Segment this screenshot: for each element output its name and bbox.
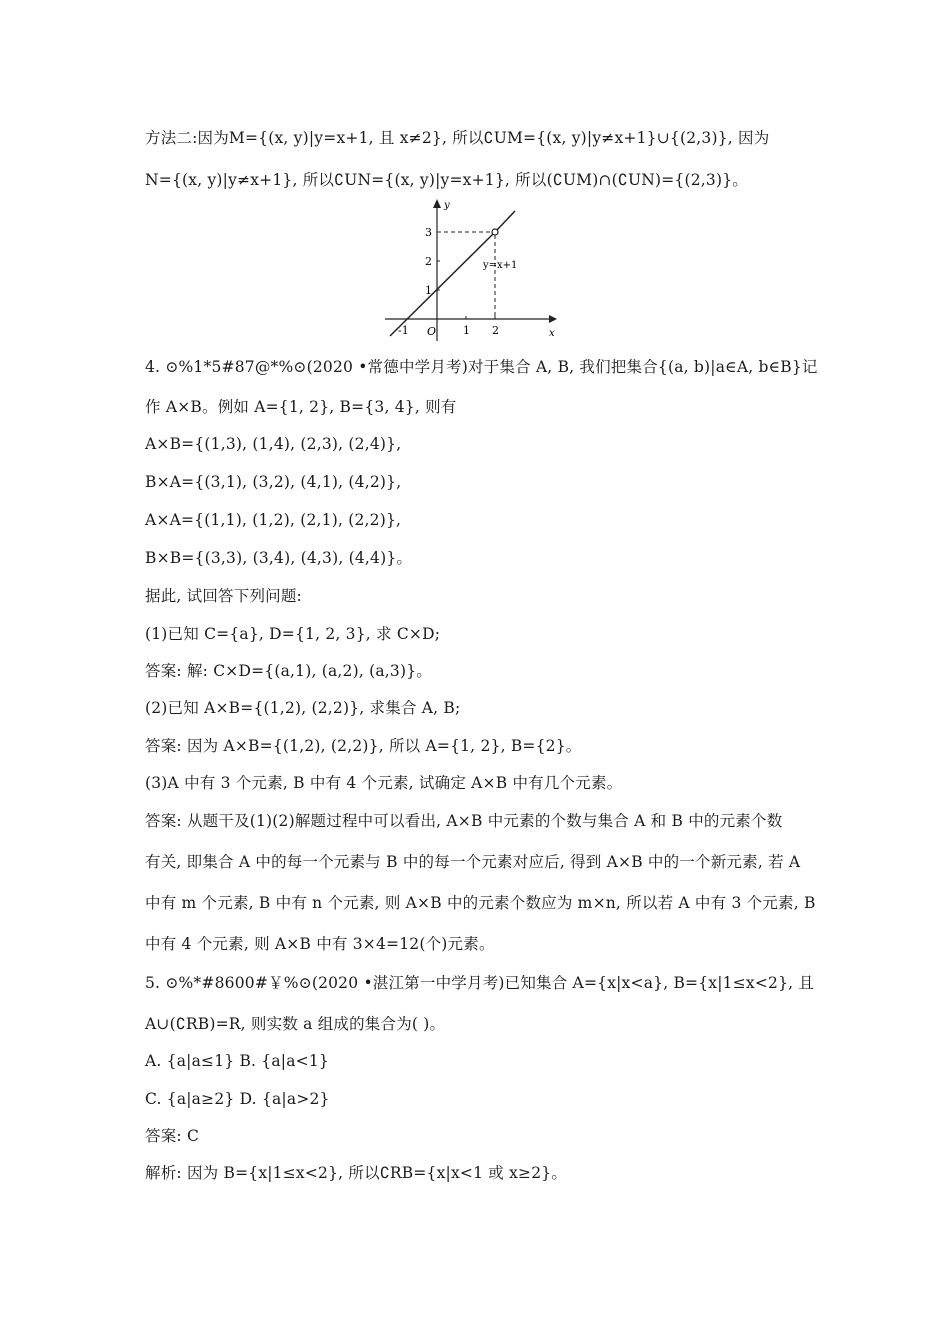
- question-1: (1)已知 C={a}, D={1, 2, 3}, 求 C×D;: [145, 625, 441, 643]
- line-y-equals-x-plus-1: [390, 234, 493, 336]
- y-tick-label: 3: [425, 226, 432, 239]
- analysis-5: 解析: 因为 B={x|1≤x<2}, 所以∁RB={x|x<1 或 x≥2}。: [145, 1164, 568, 1182]
- question-2: (2)已知 A×B={(1,2), (2,2)}, 求集合 A, B;: [145, 699, 461, 717]
- y-axis-arrow: [433, 199, 441, 208]
- answer-2: 答案: 因为 A×B={(1,2), (2,2)}, 所以 A={1, 2}, B={2}。: [145, 737, 582, 755]
- question-3: (3)A 中有 3 个元素, B 中有 4 个元素, 试确定 A×B 中有几个元素。: [145, 774, 623, 792]
- example-bxa: B×A={(3,1), (3,2), (4,1), (4,2)},: [145, 473, 402, 491]
- instruction-line: 据此, 试回答下列问题:: [145, 587, 302, 605]
- x-axis-label: x: [549, 328, 555, 339]
- y-tick-label: 1: [425, 284, 432, 297]
- line-equation-label: y=x+1: [483, 260, 518, 271]
- answer-3-line-2: 有关, 即集合 A 中的每一个元素与 B 中的每一个元素对应后, 得到 A×B 中的一个新元素, 若 A: [145, 853, 801, 871]
- x-tick-label: 2: [492, 324, 499, 337]
- x-axis-arrow: [549, 315, 557, 323]
- answer-3-line-1: 答案: 从题干及(1)(2)解题过程中可以看出, A×B 中元素的个数与集合 A 和 B 中的元素个数: [145, 812, 783, 830]
- problem-4-stem-line-1: 4. ⊙%1*5#87@*%⊙(2020 •常德中学月考)对于集合 A, B, 我们把集合{(a, b)|a∈A, b∈B}记: [145, 358, 818, 376]
- options-c-d: C. {a|a≥2} D. {a|a>2}: [145, 1090, 330, 1108]
- answer-1: 答案: 解: C×D={(a,1), (a,2), (a,3)}。: [145, 662, 432, 680]
- text-line-1: 方法二:因为M={(x, y)|y=x+1, 且 x≠2}, 所以∁UM={(x, y)|y≠x+1}∪{(2,3)}, 因为: [145, 129, 770, 147]
- problem-4-stem-line-2: 作 A×B。例如 A={1, 2}, B={3, 4}, 则有: [145, 398, 457, 416]
- answer-5: 答案: C: [145, 1127, 200, 1145]
- example-axa: A×A={(1,1), (1,2), (2,1), (2,2)},: [145, 511, 402, 529]
- y-tick-label: 2: [425, 255, 432, 268]
- answer-3-line-3: 中有 m 个元素, B 中有 n 个元素, 则 A×B 中的元素个数应为 m×n, 所以若 A 中有 3 个元素, B: [145, 894, 816, 912]
- options-a-b: A. {a|a≤1} B. {a|a<1}: [145, 1052, 329, 1070]
- y-axis-label: y: [444, 200, 450, 211]
- problem-5-stem-line-1: 5. ⊙%*#8600#￥%⊙(2020 •湛江第一中学月考)已知集合 A={x|x<a}, B={x|1≤x<2}, 且: [145, 974, 815, 992]
- answer-3-line-4: 中有 4 个元素, 则 A×B 中有 3×4=12(个)元素。: [145, 935, 495, 953]
- problem-5-stem-line-2: A∪(∁RB)=R, 则实数 a 组成的集合为( )。: [145, 1015, 446, 1033]
- coordinate-graph: [385, 196, 565, 341]
- text-line-2: N={(x, y)|y≠x+1}, 所以∁UN={(x, y)|y=x+1}, 所以(∁UM)∩(∁UN)={(2,3)}。: [145, 171, 748, 189]
- example-axb: A×B={(1,3), (1,4), (2,3), (2,4)},: [145, 435, 402, 453]
- x-tick-label: -1: [398, 324, 409, 337]
- open-point-2-3: [492, 229, 498, 235]
- x-tick-label: 1: [463, 324, 470, 337]
- example-bxb: B×B={(3,3), (3,4), (4,3), (4,4)}。: [145, 549, 413, 567]
- origin-label: O: [427, 325, 437, 338]
